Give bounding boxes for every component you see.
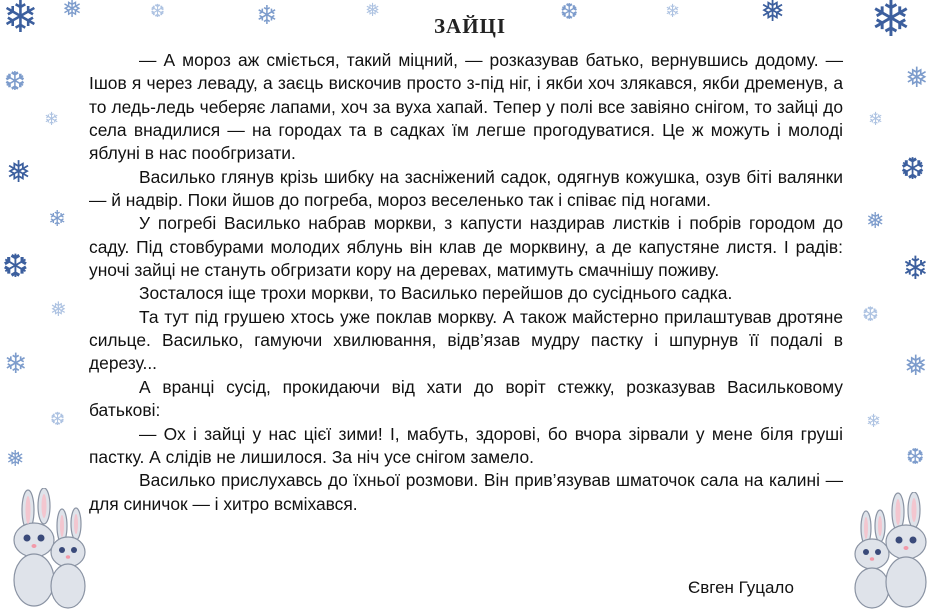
paragraph: Василько глянув крізь шибку на засніжений садок, одягнув кожушка, озув біті валянки — й надвір. Поки йшов до погреба, мороз веселенько так і співає під ногами. bbox=[89, 166, 843, 211]
snowflake-icon: ❄ bbox=[48, 206, 67, 231]
story-text bbox=[89, 49, 843, 516]
bunny-icon bbox=[848, 492, 936, 610]
page-title: ЗАЙЦІ bbox=[433, 14, 507, 38]
snowflake-icon: ❄ bbox=[868, 109, 884, 129]
snowflake-icon: ❅ bbox=[365, 0, 381, 20]
snowflake-icon: ❄ bbox=[256, 0, 278, 30]
paragraph: — Ох і зайці у нас цієї зими! І, мабуть, здорові, бо вчора зірвали у мене біля груші пастку. А слідів не лишилося. За ніч усе снігом замело. bbox=[89, 423, 843, 467]
snowflake-icon: ❆ bbox=[900, 153, 926, 186]
paragraph: Та тут під грушею хтось уже поклав моркву. А також майстерно прилаштував дротяне сильце. Василько, гамуючи хвилювання, відв’язав мудру пастку і шпурнув її подалі в дерезу... bbox=[89, 306, 843, 374]
snowflake-icon: ❅ bbox=[6, 446, 25, 471]
snowflake-icon: ❄ bbox=[665, 1, 681, 21]
snowflake-icon: ❆ bbox=[560, 0, 579, 24]
snowflake-icon: ❅ bbox=[6, 156, 32, 189]
snowflake-icon: ❄ bbox=[866, 411, 882, 431]
snowflake-icon: ❆ bbox=[50, 409, 66, 429]
snowflake-icon: ❅ bbox=[904, 350, 928, 381]
snowflake-icon: ❄ bbox=[902, 250, 929, 286]
snowflake-icon: ❄ bbox=[2, 0, 39, 42]
snowflake-icon: ❆ bbox=[2, 248, 29, 284]
bunny-icon bbox=[6, 488, 92, 610]
snowflake-icon: ❆ bbox=[4, 66, 26, 96]
paragraph: А вранці сусід, прокидаючи від хати до воріт стежку, розказував Васильковому батькові: bbox=[89, 376, 843, 421]
author-signature: Євген Гуцало bbox=[688, 578, 794, 597]
snowflake-icon: ❄ bbox=[4, 348, 28, 379]
paragraph: Зосталося іще трохи моркви, то Василько перейшов до сусіднього садка. bbox=[139, 283, 733, 304]
paragraph: У погребі Василько набрав моркви, з капусти наздирав листків і побрів городом до саду. Під стовбурами молодих яблунь він клав де морквину, а де капустяне листя. І радів: уночі зайці не стануть обгризати кору на деревах, матимуть смачнішу поживу. bbox=[89, 213, 843, 281]
paragraph: Василько прислухавсь до їхньої розмови. Він прив’язував шматочок сала на калині — для синичок — і хитро всміхався. bbox=[89, 470, 843, 514]
snowflake-icon: ❅ bbox=[905, 62, 929, 93]
snowflake-icon: ❅ bbox=[62, 0, 83, 23]
snowflake-icon: ❆ bbox=[862, 304, 879, 326]
paragraph: — А мороз аж сміється, такий міцний, — розказував батько, вернувшись додому. — Ішов я через леваду, а заєць вискочив просто з-під ніг, і якби хоч злякався, якби дременув, а то ледь-ледь чеберяє лапами, хоч за вуха хапай. Тепер у полі все завіяно снігом, то зайці до села внадилися — на городах та в садках їм легше прогодуватися. Це ж можуть і молоді яблуні в нас пообгризати. bbox=[89, 50, 843, 164]
snowflake-icon: ❆ bbox=[906, 444, 925, 469]
snowflake-icon: ❅ bbox=[50, 299, 67, 321]
snowflake-icon: ❄ bbox=[44, 109, 60, 129]
snowflake-icon: ❅ bbox=[866, 208, 885, 233]
snowflake-icon: ❄ bbox=[870, 0, 912, 47]
snowflake-icon: ❆ bbox=[150, 1, 166, 21]
snowflake-icon: ❅ bbox=[760, 0, 786, 28]
